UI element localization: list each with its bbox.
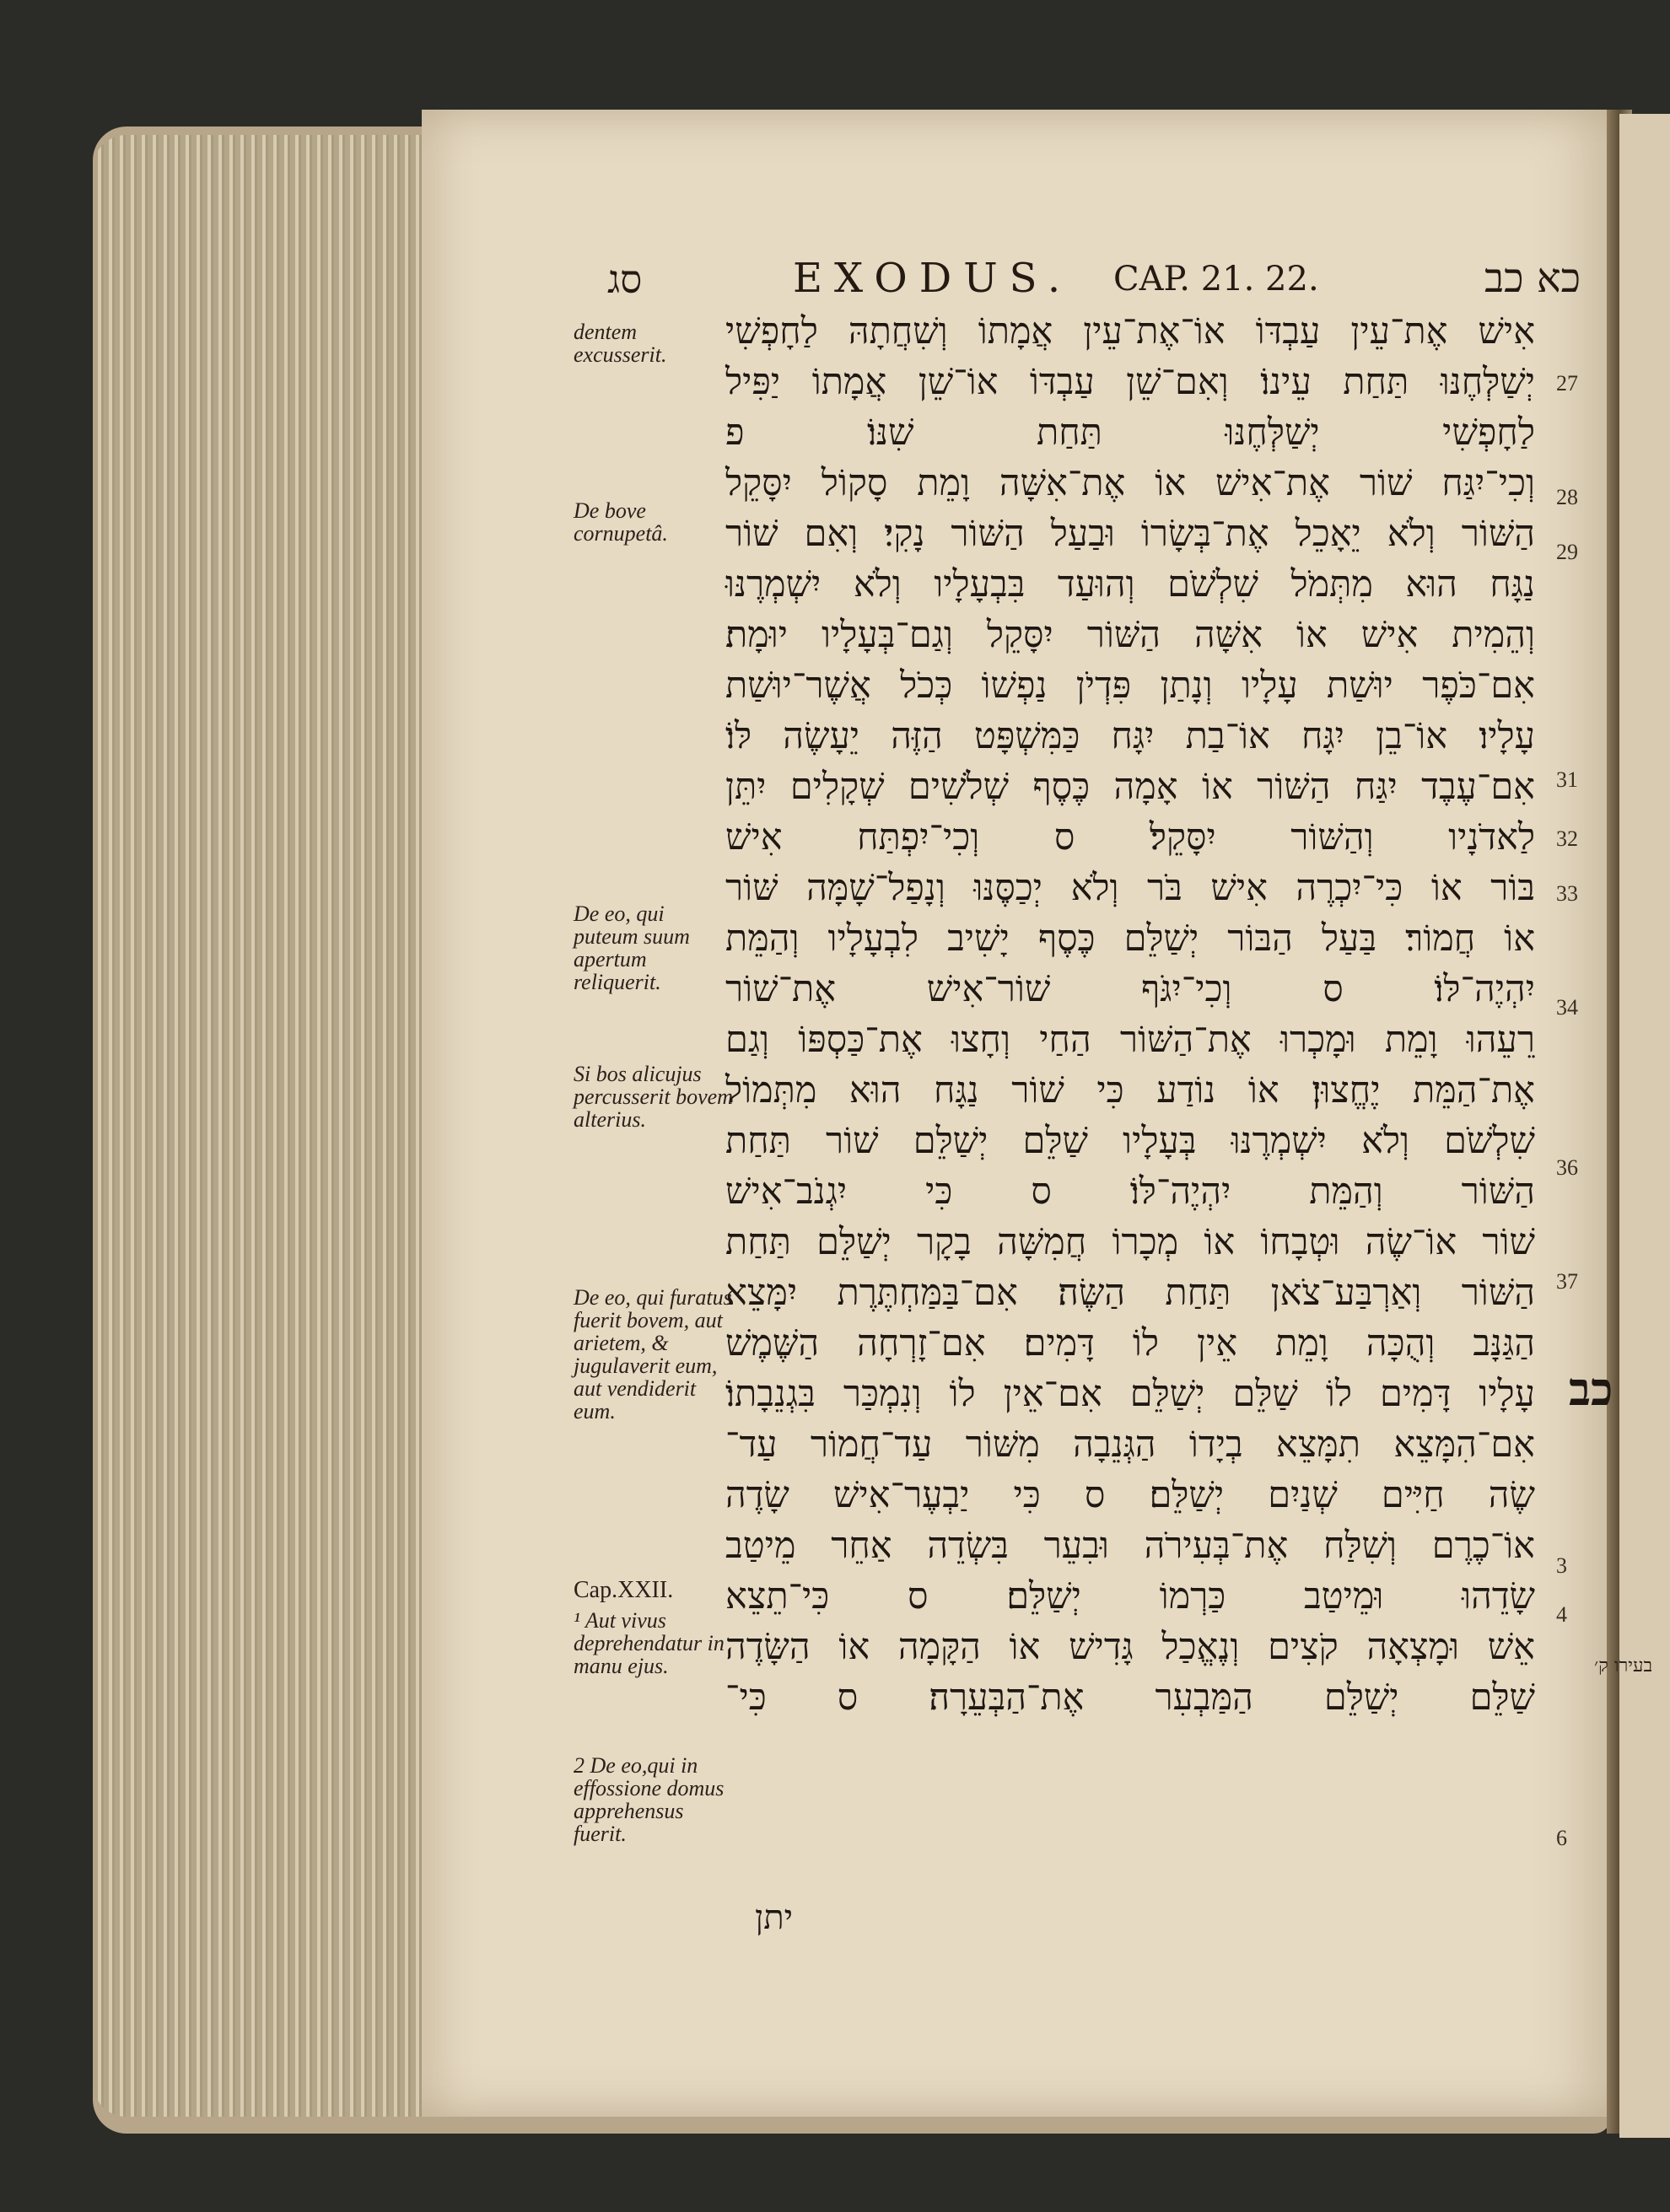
chapter-label-hebrew: כא כב: [1484, 255, 1581, 302]
text-line: עָלָיו׃ אוֹ־בֵן יִגָּח אוֹ־בַת יִגָּח כַּמִּשְׁפָּט הַזֶּה יֵעָשֶׂה לּוֹ׃: [725, 715, 1535, 757]
text-line: אֵשׁ וּמָצְאָה קֹצִים וְנֶאֱכַל גָּדִישׁ אוֹ הַקָּמָה אוֹ הַשָּׂדֶה: [725, 1626, 1535, 1668]
book-title: EXODUS.: [793, 255, 1073, 302]
verse-number: 37: [1556, 1269, 1578, 1294]
chapter-marker: כב: [1569, 1362, 1613, 1416]
text-line: הַגַּנָּב וְהֻכָּה וָמֵת אֵין לוֹ דָּמִים׃ אִם־זָרְחָה הַשֶּׁמֶשׁ: [725, 1322, 1535, 1364]
text-line: אִם־כֹּפֶר יוּשַׁת עָלָיו וְנָתַן פִּדְיֹן נַפְשׁוֹ כְּכֹל אֲשֶׁר־יוּשַׁת: [725, 665, 1535, 707]
right-page-edge: [1619, 114, 1670, 2138]
text-line: אִם־הִמָּצֵא תִמָּצֵא בְיָדוֹ הַגְּנֵבָה מִשּׁוֹר עַד־חֲמוֹר עַד־: [725, 1424, 1535, 1466]
text-line: שַׁלֵּם יְשַׁלֵּם הַמַּבְעִר אֶת־הַבְּעֵרָה׃ ס כִּי־: [725, 1676, 1535, 1719]
verse-number: 31: [1556, 767, 1578, 792]
margin-note: De eo, qui furatus fuerit bovem, aut arietem, & jugulaverit eum, aut vendiderit eum.: [574, 1285, 732, 1424]
text-line: אִישׁ אֶת־עֵין עַבְדּוֹ אוֹ־אֶת־עֵין אֲמָתוֹ וְשִׁחֲתָהּ לַחָפְשִׁי: [725, 310, 1535, 353]
folio-number: סג: [607, 256, 643, 302]
verse-number: 27: [1556, 371, 1578, 396]
margin-note: ¹ Aut vivus deprehendatur in manu ejus.: [574, 1608, 725, 1678]
text-line: שָׂדֵהוּ וּמֵיטַב כַּרְמוֹ יְשַׁלֵּם׃ ס כִּי־תֵצֵא: [725, 1575, 1535, 1617]
text-line: וְהֵמִית אִישׁ אוֹ אִשָּׁה הַשּׁוֹר יִסָּקֵל וְגַם־בְּעָלָיו יוּמָת׃: [725, 614, 1535, 656]
text-line: לַחָפְשִׁי יְשַׁלְּחֶנּוּ תַּחַת שִׁנּוֹ׃ פ: [725, 412, 1535, 454]
verse-number: 34: [1556, 995, 1578, 1020]
chapter-note: Cap.XXII.: [574, 1577, 674, 1603]
page-edges: [93, 135, 430, 2117]
text-line: בּוֹר אוֹ כִּי־יִכְרֶה אִישׁ בֹּר וְלֹא יְכַסֶּנּוּ וְנָפַל־שָׁמָּה שּׁוֹר: [725, 867, 1535, 909]
verse-number: 4: [1556, 1602, 1567, 1627]
margin-note: De eo, qui puteum suum apertum reliquerit.: [574, 901, 690, 994]
text-line: שִׁלְשֹׁם וְלֹא יִשְׁמְרֶנּוּ בְּעָלָיו שַׁלֵּם יְשַׁלֵּם שׁוֹר תַּחַת: [725, 1120, 1535, 1162]
catchword: יתן: [755, 1898, 794, 1937]
text-line: שׁוֹר אוֹ־שֶׂה וּטְבָחוֹ אוֹ מְכָרוֹ חֲמִשָּׁה בָקָר יְשַׁלֵּם תַּחַת: [725, 1221, 1535, 1263]
text-line: עָלָיו דָּמִים לוֹ שַׁלֵּם יְשַׁלֵּם אִם־אֵין לוֹ וְנִמְכַּר בִּגְנֵבָתוֹ׃: [725, 1373, 1535, 1415]
text-line: שֶׂה חַיִּים שְׁנַיִם יְשַׁלֵּם׃ ס כִּי יַבְעֶר־אִישׁ שָׂדֶה: [725, 1474, 1535, 1516]
text-line: הַשּׁוֹר וְאַרְבַּע־צֹאן תַּחַת הַשֶּׂה׃ אִם־בַּמַּחְתֶּרֶת יִמָּצֵא: [725, 1272, 1535, 1314]
text-line: הַשּׁוֹר וְהַמֵּת יִהְיֶה־לּוֹ׃ ס כִּי יִגְנֹב־אִישׁ: [725, 1171, 1535, 1213]
text-line: אֶת־הַמֵּת יֶחֱצוּן׃ אוֹ נוֹדַע כִּי שׁוֹר נַגָּח הוּא מִתְּמוֹל: [725, 1069, 1535, 1111]
chapter-label: CAP. 21. 22.: [1113, 260, 1319, 299]
margin-note: Si bos alicujus percusserit bovem alterius.: [574, 1062, 733, 1132]
text-line: יְשַׁלְּחֶנּוּ תַּחַת עֵינוֹ׃ וְאִם־שֵׁן עַבְדּוֹ אוֹ־שֵׁן אֲמָתוֹ יַפִּיל: [725, 361, 1535, 403]
text-line: אוֹ־כֶרֶם וְשִׁלַּח אֶת־בְּעִירֹה וּבִעֵר בִּשְׂדֵה אַחֵר מֵיטַב: [725, 1525, 1535, 1567]
text-line: אִם־עֶבֶד יִגַּח הַשּׁוֹר אוֹ אָמָה כֶּסֶף שְׁלֹשִׁים שְׁקָלִים יִתֵּן: [725, 766, 1535, 808]
margin-note: 2 De eo,qui in effossione domus apprehensus fuerit.: [574, 1753, 725, 1846]
text-line: הַשּׁוֹר וְלֹא יֵאָכֵל אֶת־בְּשָׂרוֹ וּבַעַל הַשּׁוֹר נָקִי׃ וְאִם שׁוֹר: [725, 513, 1535, 555]
margin-note: dentem excusserit.: [574, 320, 667, 367]
verse-number: 29: [1556, 540, 1578, 564]
verse-number: 28: [1556, 485, 1578, 509]
verse-number: 6: [1556, 1826, 1567, 1850]
text-line: רֵעֵהוּ וָמֵת וּמָכְרוּ אֶת־הַשּׁוֹר הַחַי וְחָצוּ אֶת־כַּסְפּוֹ וְגַם: [725, 1019, 1535, 1061]
running-head: [590, 253, 1594, 312]
text-line: אוֹ חֲמוֹר׃ בַּעַל הַבּוֹר יְשַׁלֵּם כֶּסֶף יָשִׁיב לִבְעָלָיו וְהַמֵּת: [725, 918, 1535, 960]
qere-note: בעירו ק׳: [1594, 1655, 1653, 1676]
verse-number: 3: [1556, 1553, 1567, 1578]
text-line: יִהְיֶה־לּוֹ׃ ס וְכִי־יִגֹּף שׁוֹר־אִישׁ אֶת־שׁוֹר: [725, 968, 1535, 1010]
verse-number: 36: [1556, 1155, 1578, 1180]
verse-number: 32: [1556, 826, 1578, 851]
text-line: לַאדֹנָיו וְהַשּׁוֹר יִסָּקֵל׃ ס וְכִי־יִפְתַּח אִישׁ: [725, 816, 1535, 858]
margin-note: De bove cornupetâ.: [574, 498, 668, 546]
verse-number: 33: [1556, 881, 1578, 906]
text-line: נַגָּח הוּא מִתְּמֹל שִׁלְשֹׁם וְהוּעַד בִּבְעָלָיו וְלֹא יִשְׁמְרֶנּוּ: [725, 563, 1535, 605]
text-line: וְכִי־יִגַּח שׁוֹר אֶת־אִישׁ אוֹ אֶת־אִשָּׁה וָמֵת סָקוֹל יִסָּקֵל: [725, 462, 1535, 504]
